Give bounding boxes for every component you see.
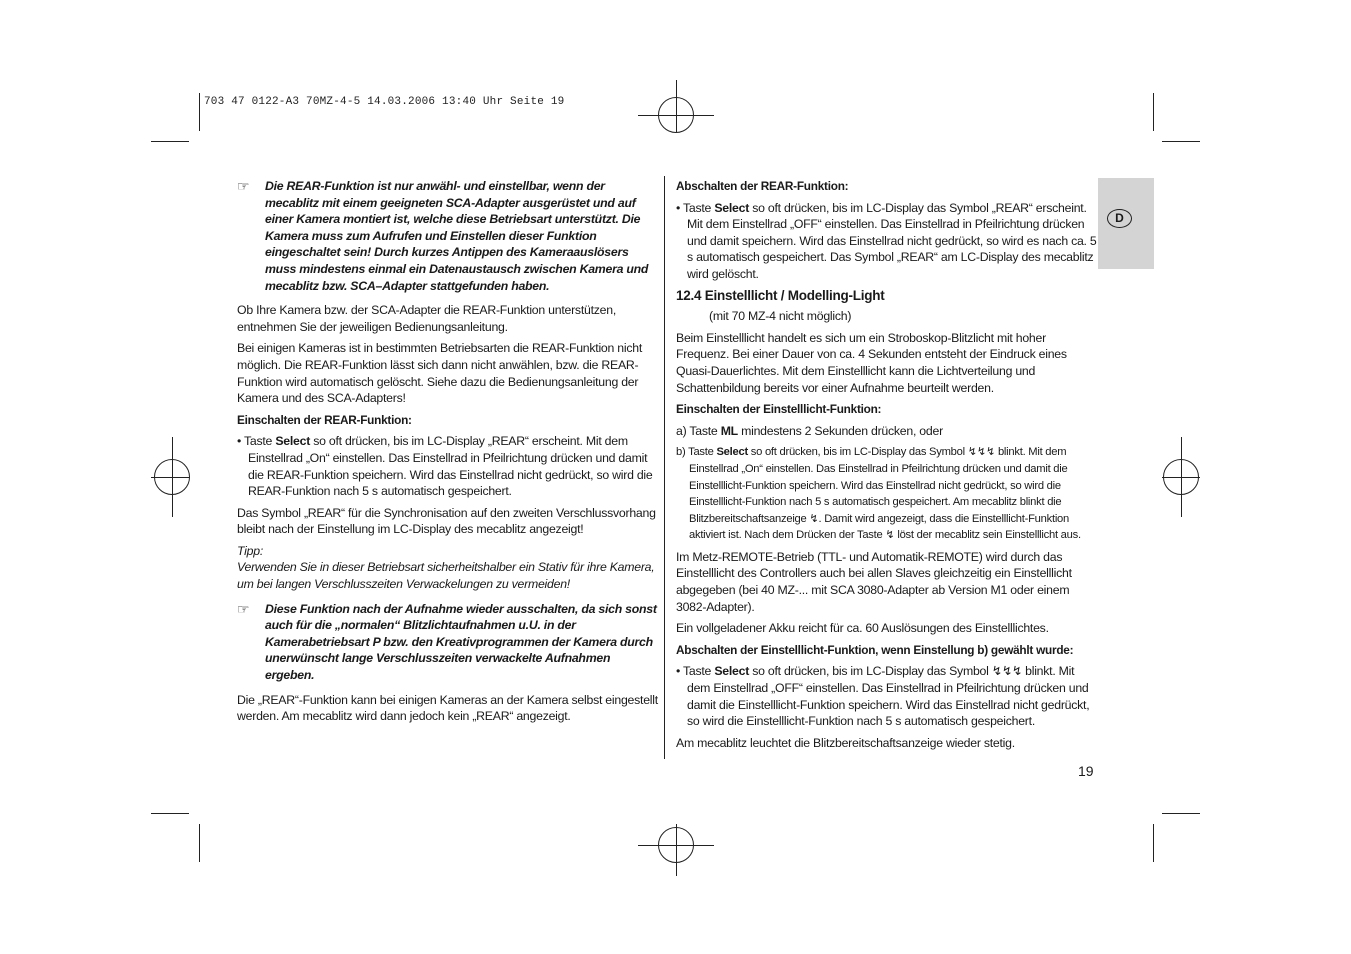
- bullet-ml-off: • Taste Select so oft drücken, bis im LC-Display das Symbol ↯↯↯ blinkt. Mit dem Einstellrad „OFF“ einstellen. Das Einstellrad in Pfeilrichtung drücken und damit die Einstelllicht-Funktion speichern. Wird das Einstellrad nicht gedrückt, so wird die Einstelllicht-Funktion nach 5 s automatisch gespeichert.: [676, 664, 1090, 729]
- language-tab-label: D: [1107, 209, 1132, 228]
- crop-mark-bl-h: [151, 813, 189, 814]
- flash-symbol-icon: ↯↯↯: [967, 446, 996, 459]
- crop-mark-tl-v: [199, 93, 200, 131]
- paragraph: Im Metz-REMOTE-Betrieb (TTL- und Automatik-REMOTE) wird durch das Einstelllicht des Controllers auch bei allen Slaves gleichzeitig ein Einstelllicht abgegeben (bei 40 MZ-... mit SCA 3080-Adapter ab Version M1 oder einem 3082-Adapter).: [676, 549, 1072, 614]
- note-rear-requirements: [237, 178, 659, 294]
- note-text: Die REAR-Funktion ist nur anwähl- und einstellbar, wenn der mecablitz mit einem geeigneten SCA-Adapter ausgerüstet und auf einer Kamera montiert ist, welche diese Betriebsart unterstützt. Die Kamera muss zum Aufrufen und Einstellen dieser Funktion eingeschaltet sein! Durch kurzes Antippen des Kameraauslösers muss mindestens einmal ein Datenaustausch zwischen Kamera und mecablitz bzw. SCA–Adapter stattgefunden haben.: [265, 179, 649, 293]
- crop-mark-tr-v: [1153, 93, 1154, 131]
- note-switch-off: [237, 601, 659, 684]
- crop-mark-bl-v: [199, 824, 200, 862]
- page-number: 19: [1078, 763, 1094, 779]
- option-a: a) Taste ML mindestens 2 Sekunden drücken, oder: [676, 423, 943, 438]
- pointing-hand-icon: ☞: [237, 600, 250, 617]
- paragraph: Bei einigen Kameras ist in bestimmten Betriebsarten die REAR-Funktion nicht möglich. Die REAR-Funktion lässt sich dann nicht anwählen, bzw. die REAR-Funktion wird automatisch gelöscht. Siehe dazu die Bedienungsanleitung der Kamera und des SCA-Adapters!: [237, 341, 643, 406]
- paragraph: Das Symbol „REAR“ für die Synchronisation auf den zweiten Verschlussvorhang bleibt nach der Einstellung im LC-Display des mecablitz angezeigt!: [237, 505, 656, 537]
- option-b: b) Taste Select so oft drücken, bis im LC-Display das Symbol ↯↯↯ blinkt. Mit dem Einstellrad „On“ einstellen. Das Einstellrad in Pfeilrichtung drücken und damit die Einstelllicht-Funktion speichern. Wird das Einstellrad nicht gedrückt, so wird die Einstelllicht-Funktion nach 5 s automatisch gespeichert. Am mecablitz blinkt die Blitzbereitschaftsanzeige ↯. Damit wird angezeigt, dass die Einstelllicht-Funktion aktiviert ist. Nach dem Drücken der Taste ↯ löst der mecablitz sein Einstelllicht aus.: [676, 446, 1081, 542]
- section-title: 12.4 Einstelllicht / Modelling-Light: [676, 287, 885, 303]
- right-column: [676, 178, 1098, 756]
- heading-ml-on: Einschalten der Einstelllicht-Funktion:: [676, 402, 882, 417]
- tip-label: Tipp:: [237, 543, 263, 558]
- print-header: 703 47 0122-A3 70MZ-4-5 14.03.2006 13:40 Uhr Seite 19: [204, 96, 565, 108]
- paragraph: Ein vollgeladener Akku reicht für ca. 60 Auslösungen des Einstelllichtes.: [676, 621, 1049, 636]
- pointing-hand-icon: ☞: [237, 178, 250, 194]
- left-column: [237, 178, 659, 730]
- heading-rear-off: Abschalten der REAR-Funktion:: [676, 179, 849, 193]
- crop-mark-br-h: [1162, 813, 1200, 814]
- heading-rear-on: Einschalten der REAR-Funktion:: [237, 412, 412, 427]
- flash-symbol-icon: ↯↯↯: [991, 664, 1022, 679]
- language-tab: [1098, 178, 1154, 269]
- heading-ml-off: Abschalten der Einstelllicht-Funktion, wenn Einstellung b) gewählt wurde:: [676, 642, 1074, 657]
- crop-mark-tr-h: [1162, 141, 1200, 142]
- note-text: Diese Funktion nach der Aufnahme wieder ausschalten, da sich sonst auch für die „normalen“ Blitzlichtaufnahmen u.U. in der Kamerabetriebsart P bzw. den Kreativprogrammen der Kamera durch unerwünscht lange Verschlusszeiten verwackelte Aufnahmen ergeben.: [265, 601, 657, 683]
- bullet-rear-on: • Taste Select so oft drücken, bis im LC-Display „REAR“ erscheint. Mit dem Einstellrad „On“ einstellen. Das Einstellrad in Pfeilrichtung drücken und damit die REAR-Funktion speichern. Wird das Einstellrad nicht gedrückt, so wird die REAR-Funktion nach 5 s automatisch gespeichert.: [237, 434, 653, 499]
- flash-ready-icon: ↯: [885, 529, 895, 542]
- paragraph: Beim Einstelllicht handelt es sich um ein Stroboskop-Blitzlicht mit hoher Frequenz. Bei einer Dauer von ca. 4 Sekunden entsteht der Eindruck eines Quasi-Dauerlichtes. Mit dem Einstelllicht kann die Lichtverteilung und Schattenbildung bereits vor einer Aufnahme beurteilt werden.: [676, 330, 1067, 395]
- crop-mark-tl-h: [151, 141, 189, 142]
- column-divider: [664, 176, 665, 759]
- section-subtitle: (mit 70 MZ-4 nicht möglich): [709, 309, 852, 324]
- bullet-rear-off: • Taste Select so oft drücken, bis im LC-Display das Symbol „REAR“ erscheint. Mit dem Einstellrad „OFF“ einstellen. Das Einstellrad in Pfeilrichtung drücken und damit speichern. Wird das Einstellrad nicht gedrückt, so wird es nach ca. 5 s automatisch gespeichert. Das Symbol „REAR“ am LC-Display des mecablitz wird gelöscht.: [676, 200, 1097, 281]
- paragraph: Am mecablitz leuchtet die Blitzbereitschaftsanzeige wieder stetig.: [676, 735, 1015, 750]
- flash-ready-icon: ↯: [809, 512, 819, 525]
- tip-text: Verwenden Sie in dieser Betriebsart sicherheitshalber ein Stativ für ihre Kamera, um bei langen Verschlusszeiten Verwackelungen zu vermeiden!: [237, 560, 655, 592]
- paragraph: Die „REAR“-Funktion kann bei einigen Kameras an der Kamera selbst eingestellt werden. Am mecablitz wird dann jedoch kein „REAR“ angezeigt.: [237, 692, 658, 724]
- crop-mark-br-v: [1153, 824, 1154, 862]
- paragraph: Ob Ihre Kamera bzw. der SCA-Adapter die REAR-Funktion unterstützen, entnehmen Sie der jeweiligen Bedienungsanleitung.: [237, 303, 616, 334]
